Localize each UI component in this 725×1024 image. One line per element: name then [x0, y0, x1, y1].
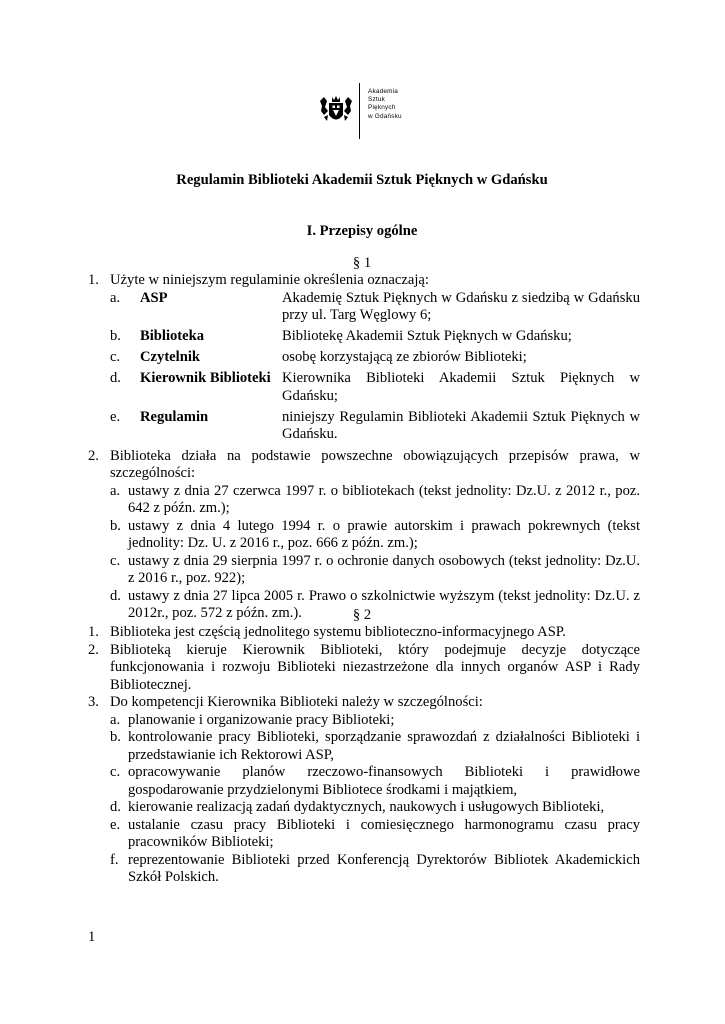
asp-coat-of-arms-icon — [318, 95, 354, 125]
list-item — [110, 553, 640, 588]
item-letter: d. — [110, 370, 121, 387]
item-letter: d. — [110, 799, 121, 815]
list-item — [110, 817, 640, 852]
section-mark-2: § 2 — [352, 607, 372, 623]
paragraph-number: 1. — [88, 272, 99, 288]
logo-wordmark — [368, 88, 402, 121]
paragraph-number: 2. — [88, 641, 99, 658]
paragraph-text: Biblioteka działa na podstawie powszechne obowiązujących przepisów prawa, w szczególności: — [110, 447, 640, 482]
paragraph-text: Użyte w niniejszym regulaminie określenia oznaczają: — [110, 272, 429, 288]
logo-divider — [359, 83, 360, 139]
list-item — [110, 712, 640, 730]
paragraph-number: 1. — [88, 624, 99, 640]
item-letter: c. — [110, 349, 121, 366]
item-letter: a. — [110, 289, 121, 306]
item-letter: b. — [110, 517, 121, 534]
item-letter: c. — [110, 764, 121, 780]
paragraph-2-3 — [88, 694, 640, 887]
section-2 — [88, 624, 640, 887]
definition-item — [110, 290, 640, 325]
paragraph-text: Do kompetencji Kierownika Biblioteki należy w szczególności: — [110, 694, 483, 710]
item-letter: d. — [110, 587, 121, 604]
definition-term: Czytelnik — [140, 349, 200, 366]
paragraph-number: 2. — [88, 447, 99, 464]
section-mark-1: § 1 — [352, 255, 372, 271]
item-text: ustalanie czasu pracy Biblioteki i comiesięcznego harmonogramu czasu pracy pracowników Biblioteki; — [128, 816, 640, 850]
logo-line: w Gdańsku — [368, 112, 402, 120]
paragraph-text: Biblioteką kieruje Kierownik Biblioteki, który podejmuje decyzje dotyczące funkcjonowania i rozwoju Biblioteki niezastrzeżone dla innych organów ASP i Rady Bibliotecznej. — [110, 641, 640, 693]
definition-item — [110, 328, 640, 346]
item-text: ustawy z dnia 27 czerwca 1997 r. o bibliotekach (tekst jednolity: Dz.U. z 2012 r., poz. 642 z późn. zm.); — [128, 482, 640, 517]
section-1 — [88, 272, 640, 623]
list-item — [110, 852, 640, 887]
definition-term: Kierownik Biblioteki — [140, 370, 271, 387]
list-item — [110, 729, 640, 764]
document-title: Regulamin Biblioteki Akademii Sztuk Pięknych w Gdańsku — [176, 172, 548, 188]
paragraph-2-2 — [88, 642, 640, 695]
definition-text: Bibliotekę Akademii Sztuk Pięknych w Gdańsku; — [282, 328, 572, 345]
definition-item — [110, 409, 640, 444]
definition-text: niniejszy Regulamin Biblioteki Akademii Sztuk Pięknych w Gdańsku. — [282, 408, 640, 443]
item-letter: a. — [110, 711, 121, 728]
page-number: 1 — [88, 929, 96, 945]
definition-item — [110, 349, 640, 367]
item-letter: b. — [110, 328, 121, 345]
item-letter: b. — [110, 729, 121, 745]
definition-item — [110, 370, 640, 405]
item-letter: e. — [110, 408, 121, 425]
item-letter: c. — [110, 552, 121, 569]
definition-text: Kierownika Biblioteki Akademii Sztuk Pięknych w Gdańsku; — [282, 370, 640, 404]
logo-line: Sztuk — [368, 96, 385, 104]
item-text: opracowywanie planów rzeczowo-finansowych Biblioteki i prawidłowe gospodarowanie przydzielonymi Bibliotece środkami i majątkiem, — [128, 764, 640, 798]
item-text: reprezentowanie Biblioteki przed Konferencją Dyrektorów Bibliotek Akademickich Szkół Polskich. — [128, 851, 640, 885]
definition-term: Biblioteka — [140, 328, 205, 345]
item-text: ustawy z dnia 29 sierpnia 1997 r. o ochronie danych osobowych (tekst jednolity: Dz.U. z 2016 r., poz. 922); — [128, 552, 640, 587]
item-letter: a. — [110, 482, 121, 499]
chapter-heading: I. Przepisy ogólne — [306, 223, 418, 239]
definitions-list — [110, 290, 640, 444]
list-item — [110, 518, 640, 553]
paragraph-1-2 — [88, 448, 640, 623]
paragraph-number: 3. — [88, 694, 99, 710]
logo-line: Akademia — [368, 88, 399, 95]
definition-text: osobę korzystającą ze zbiorów Biblioteki; — [282, 349, 527, 366]
paragraph-1-1 — [88, 272, 640, 444]
item-text: ustawy z dnia 4 lutego 1994 r. o prawie autorskim i prawach pokrewnych (tekst jednolity: Dz. U. z 2016 r., poz. 666 z późn. zm.); — [128, 517, 640, 552]
definition-text: Akademię Sztuk Pięknych w Gdańsku z siedzibą w Gdańsku przy ul. Targ Węglowy 6; — [282, 289, 640, 323]
definition-term: ASP — [140, 289, 168, 306]
asp-logo — [318, 83, 428, 139]
item-text: kontrolowanie pracy Biblioteki, sporządzanie sprawozdań z działalności Biblioteki i przedstawianie ich Rektorowi ASP, — [128, 729, 640, 763]
list-item — [110, 764, 640, 799]
list-item — [110, 483, 640, 518]
item-letter: f. — [110, 851, 119, 868]
paragraph-text: Biblioteka jest częścią jednolitego systemu biblioteczno-informacyjnego ASP. — [110, 624, 566, 640]
paragraph-2-1 — [88, 624, 640, 642]
item-text: ustawy z dnia 27 lipca 2005 r. Prawo o szkolnictwie wyższym (tekst jednolity: Dz.U. z 2012r., poz. 572 z późn. zm.). — [128, 587, 640, 622]
item-text: planowanie i organizowanie pracy Biblioteki; — [128, 711, 395, 728]
logo-line: Pięknych — [368, 104, 396, 112]
item-text: kierowanie realizacją zadań dydaktycznych, naukowych i usługowych Biblioteki, — [128, 799, 605, 815]
item-letter: e. — [110, 816, 121, 833]
definition-term: Regulamin — [140, 408, 209, 425]
list-item — [110, 799, 640, 817]
